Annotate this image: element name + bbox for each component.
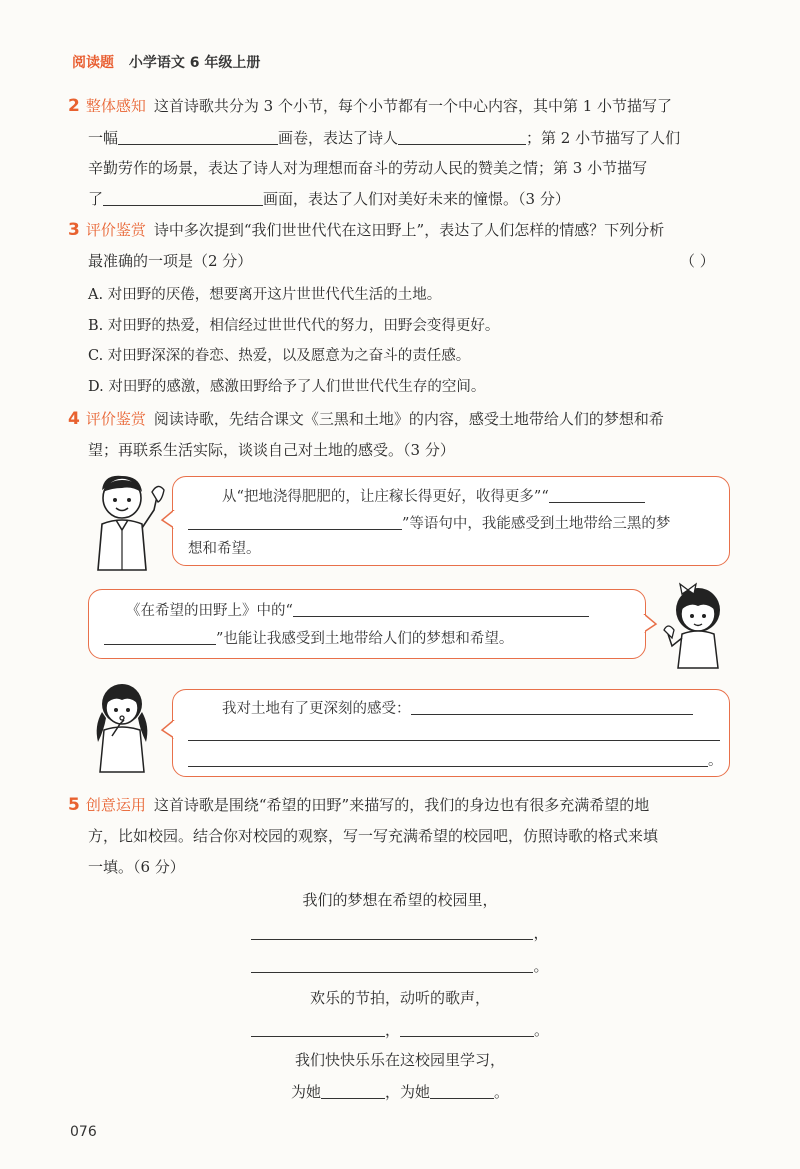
q3-tag: 评价鉴赏 [85, 221, 146, 239]
page-number: 076 [70, 1124, 97, 1140]
bubble-3-line-2 [188, 724, 720, 745]
q5-number: 5 [68, 795, 80, 815]
poem-line-6: 我们快快乐乐在这校园里学习， [294, 1051, 505, 1069]
answer-blank[interactable] [188, 513, 402, 530]
poem-text-b: ，为她 [384, 1083, 430, 1101]
poem-line-5 [0, 1020, 800, 1040]
bubble-1-line-3: 想和希望。 [188, 541, 261, 557]
bubble-2-text-a: 《在希望的田野上》中的“ [126, 603, 293, 619]
q5-line-2: 方，比如校园。结合你对校园的观察，写一写充满希望的校园吧，仿照诗歌的格式来填 [88, 827, 659, 845]
q4-text-1: 阅读诗歌，先结合课文《三黑和土地》的内容，感受土地带给人们的梦想和希 [153, 410, 664, 428]
q2-line-1 [68, 96, 672, 116]
q3-line-2: 最准确的一项是（2 分） [88, 252, 253, 270]
q5-line-3: 一填。（6 分） [88, 858, 185, 876]
q2-line-3: 辛勤劳作的场景，表达了诗人对为理想而奋斗的劳动人民的赞美之情；第 3 小节描写 [88, 159, 648, 177]
option-d[interactable]: D. 对田野的感激，感激田野给予了人们世世代代生存的空间。 [88, 379, 486, 395]
answer-blank[interactable] [118, 128, 278, 145]
q2-text-1: 这首诗歌共分为 3 个小节，每个小节都有一个中心内容，其中第 1 小节描写了 [153, 97, 673, 115]
bubble-2-text-b: ”也能让我感受到土地带给人们的梦想和希望。 [216, 631, 514, 647]
bubble-1-text-a: 从“把地浇得肥肥的，让庄稼长得更好，收得更多”“ [222, 489, 549, 505]
poem-period: 。 [534, 1021, 550, 1039]
answer-blank[interactable] [188, 724, 720, 741]
q2-line-2 [88, 128, 680, 148]
girl-illustration [660, 580, 732, 670]
answer-blank[interactable] [103, 189, 263, 206]
poem-period: 。 [533, 957, 549, 975]
poem-line-2 [0, 923, 800, 943]
answer-blank[interactable] [430, 1082, 494, 1099]
q2-text-2a: 一幅 [88, 129, 119, 147]
answer-blank[interactable] [188, 750, 708, 767]
bubble-2-line-1 [126, 600, 589, 621]
answer-blank[interactable] [411, 698, 693, 715]
answer-blank[interactable] [104, 628, 216, 645]
running-header [72, 52, 260, 72]
bubble-1-line-1 [222, 486, 645, 507]
q5-text-1: 这首诗歌是围绕“希望的田野”来描写的，我们的身边也有很多充满希望的地 [153, 796, 650, 814]
q4-line-2: 望；再联系生活实际，谈谈自己对土地的感受。（3 分） [88, 441, 455, 459]
answer-blank[interactable] [251, 956, 533, 973]
section-tag: 阅读题 [72, 55, 114, 71]
answer-blank[interactable] [321, 1082, 385, 1099]
poem-line-7 [0, 1082, 800, 1102]
bubble-3-line-3 [188, 750, 723, 771]
q2-line-4 [88, 189, 570, 209]
bubble-3-text-a: 我对土地有了更深刻的感受： [222, 701, 411, 717]
q5-line-1 [68, 795, 649, 815]
answer-blank[interactable] [251, 923, 533, 940]
bubble-3-end: 。 [708, 753, 723, 769]
answer-blank[interactable] [293, 600, 589, 617]
answer-blank[interactable] [549, 486, 645, 503]
bubble-tail [642, 614, 658, 634]
answer-paren[interactable]: （ ） [680, 252, 715, 270]
q2-text-2c: ；第 2 小节描写了人们 [526, 129, 681, 147]
q4-line-1 [68, 409, 664, 429]
bubble-2-line-2 [104, 628, 513, 649]
q2-text-4b: 画面，表达了人们对美好未来的憧憬。（3 分） [263, 190, 570, 208]
bubble-1-text-b: ”等语句中，我能感受到土地带给三黑的梦 [402, 516, 671, 532]
bubble-1-line-2 [188, 513, 670, 534]
poem-line-1: 我们的梦想在希望的校园里， [302, 891, 498, 909]
q2-tag: 整体感知 [85, 97, 146, 115]
q3-line-1 [68, 220, 664, 240]
q5-tag: 创意运用 [85, 796, 146, 814]
boy-waving-illustration [88, 470, 168, 580]
option-a[interactable]: A. 对田野的厌倦，想要离开这片世世代代生活的土地。 [88, 287, 442, 303]
q2-number: 2 [68, 96, 80, 116]
q2-text-4a: 了 [88, 190, 104, 208]
option-c[interactable]: C. 对田野深深的眷恋、热爱，以及愿意为之奋斗的责任感。 [88, 348, 471, 364]
q3-text-1: 诗中多次提到“我们世世代代在这田野上”，表达了人们怎样的情感？下列分析 [153, 221, 665, 239]
poem-comma: ， [384, 1021, 400, 1039]
bubble-3-line-1 [222, 698, 693, 719]
book-subtitle: 小学语文 6 年级上册 [128, 55, 261, 71]
answer-blank[interactable] [251, 1020, 385, 1037]
girl-thinking-illustration [86, 676, 158, 776]
poem-period: 。 [494, 1083, 510, 1101]
answer-blank[interactable] [398, 128, 526, 145]
poem-line-4: 欢乐的节拍，动听的歌声， [309, 989, 490, 1007]
q2-text-2b: 画卷，表达了诗人 [278, 129, 399, 147]
poem-line-3 [0, 956, 800, 976]
poem-comma: ， [533, 924, 549, 942]
answer-blank[interactable] [400, 1020, 534, 1037]
poem-text-a: 为她 [290, 1083, 321, 1101]
q4-tag: 评价鉴赏 [85, 410, 146, 428]
bubble-tail [160, 510, 176, 530]
q4-number: 4 [68, 409, 80, 429]
bubble-tail [160, 720, 176, 740]
q3-number: 3 [68, 220, 80, 240]
option-b[interactable]: B. 对田野的热爱，相信经过世世代代的努力，田野会变得更好。 [88, 318, 500, 334]
